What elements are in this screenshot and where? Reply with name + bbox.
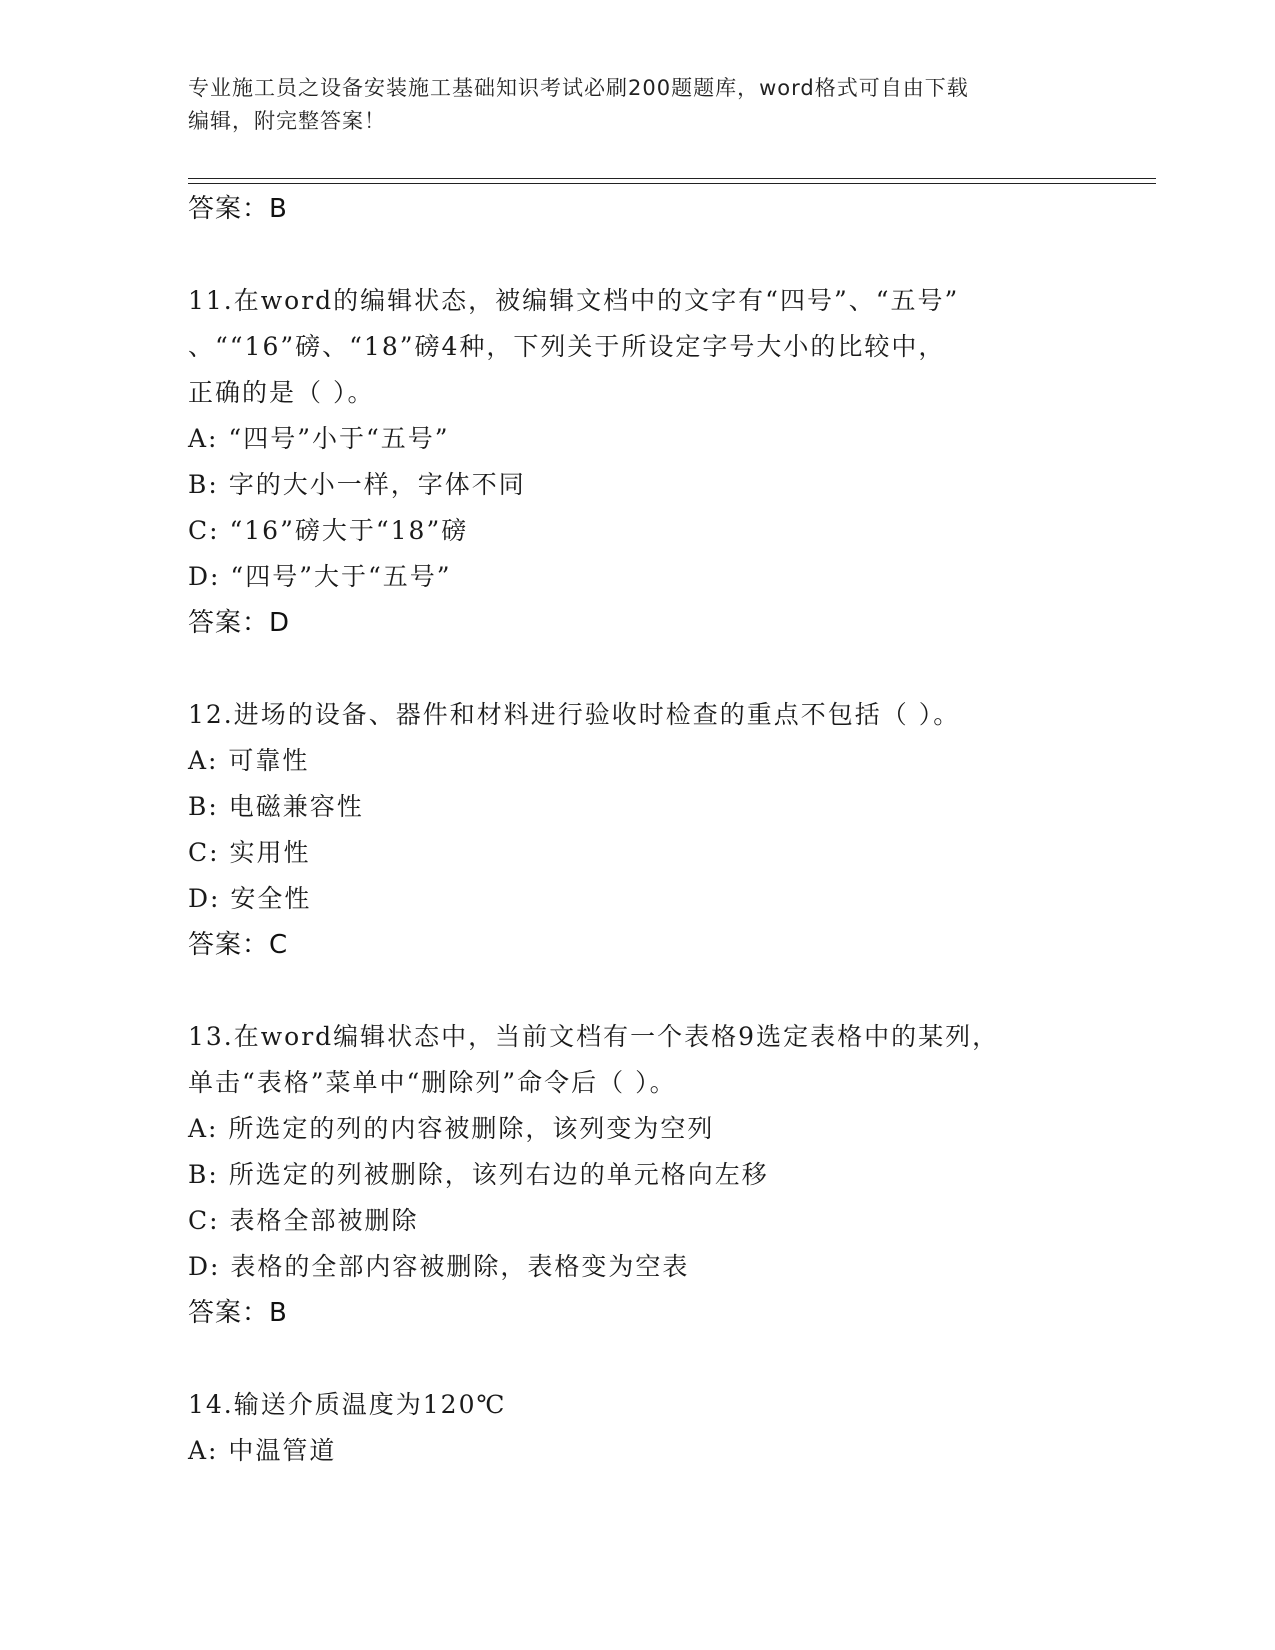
question-stem: 12.进场的设备、器件和材料进行验收时检查的重点不包括（ ）。	[188, 700, 961, 729]
answer-line: 答案：D	[188, 608, 291, 638]
header-rule-top	[188, 178, 1156, 179]
option-b: B: 电磁兼容性	[188, 792, 364, 821]
option-c: C: 实用性	[188, 838, 311, 867]
page-header	[188, 72, 1068, 138]
option-d: D: 安全性	[188, 884, 312, 913]
question-stem: 13.在word编辑状态中，当前文档有一个表格9选定表格中的某列，	[188, 1022, 1000, 1051]
question-stem: 单击“表格”菜单中“删除列”命令后（ ）。	[188, 1068, 677, 1097]
question-block	[188, 278, 1088, 646]
option-a: A: “四号”小于“五号”	[188, 424, 450, 453]
question-stem: 、““16”磅、“18”磅4种，下列关于所设定字号大小的比较中，	[188, 332, 946, 361]
spacer	[188, 968, 1088, 1014]
answer-line: 答案：B	[188, 1298, 288, 1328]
option-d: D: 表格的全部内容被删除，表格变为空表	[188, 1252, 690, 1281]
header-line-1: 专业施工员之设备安装施工基础知识考试必刷200题题库，word格式可自由下载	[188, 76, 969, 100]
option-a: A: 中温管道	[188, 1436, 337, 1465]
option-c: C: “16”磅大于“18”磅	[188, 516, 469, 545]
spacer	[188, 646, 1088, 692]
option-b: B: 字的大小一样，字体不同	[188, 470, 526, 499]
document-body	[188, 186, 1088, 1474]
option-d: D: “四号”大于“五号”	[188, 562, 452, 591]
question-block	[188, 1382, 1088, 1474]
option-b: B: 所选定的列被删除，该列右边的单元格向左移	[188, 1160, 769, 1189]
question-block	[188, 1014, 1088, 1336]
option-c: C: 表格全部被删除	[188, 1206, 419, 1235]
answer-line: 答案：C	[188, 930, 289, 960]
question-stem: 11.在word的编辑状态，被编辑文档中的文字有“四号”、“五号”	[188, 286, 960, 315]
question-stem: 14.输送介质温度为120℃	[188, 1390, 507, 1419]
spacer	[188, 232, 1088, 278]
option-a: A: 可靠性	[188, 746, 310, 775]
question-block	[188, 692, 1088, 968]
header-rule-bottom	[188, 183, 1156, 184]
question-stem: 正确的是（ ）。	[188, 378, 375, 407]
answer-line: 答案：B	[188, 194, 288, 224]
option-a: A: 所选定的列的内容被删除，该列变为空列	[188, 1114, 715, 1143]
header-line-2: 编辑，附完整答案！	[188, 109, 386, 133]
spacer	[188, 1336, 1088, 1382]
